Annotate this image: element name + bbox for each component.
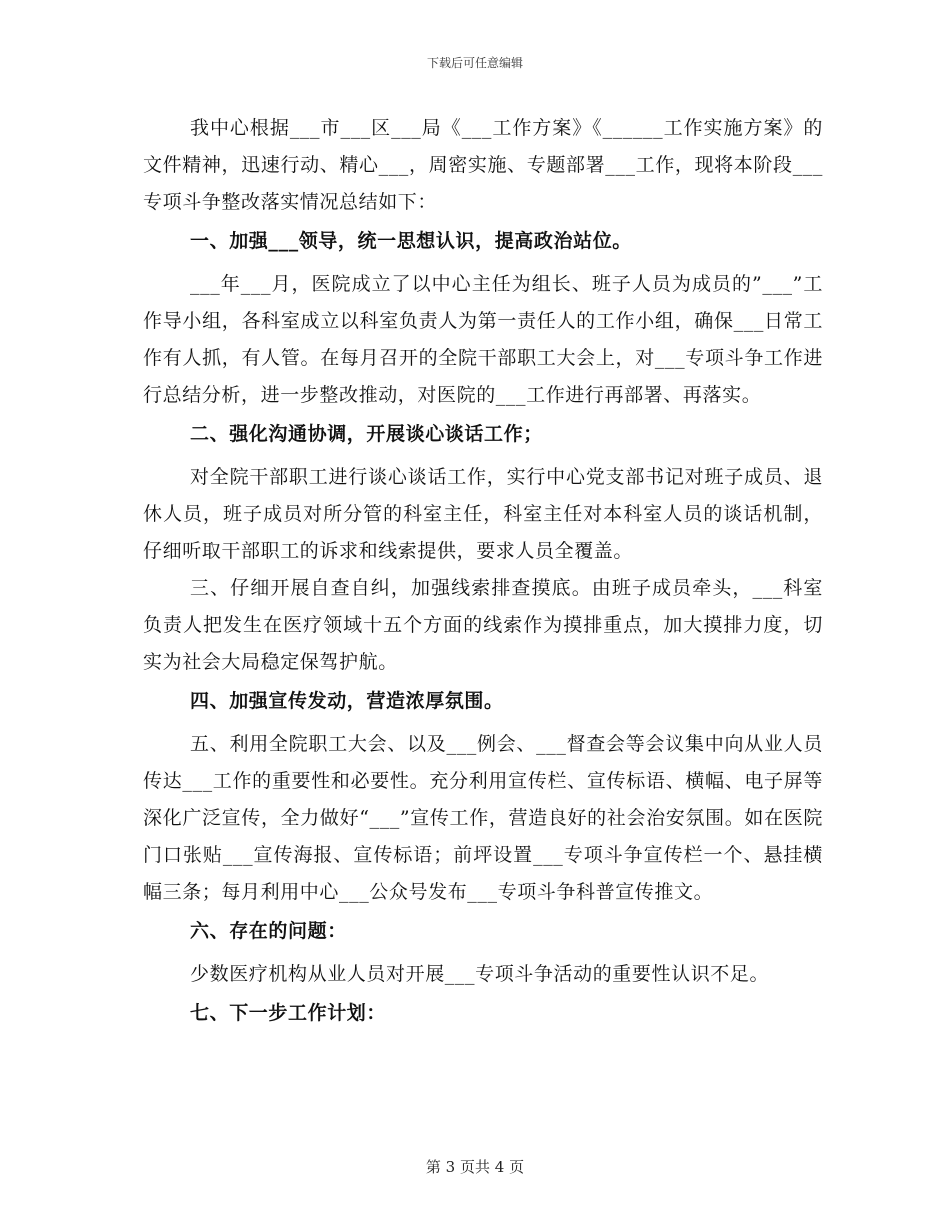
section-1-paragraph: ___年___月，医院成立了以中心主任为组长、班子人员为成员的”___”工作导小组，各科室成立以科室负责人为第一责任人的工作小组，确保___日常工作有人抓，有人管。在每月召开的全院干部职工大会上，对___专项斗争工作进行总结分析，进一步整改推动，对医院的___工作进行再部署、再落实。 <box>143 273 823 406</box>
section-3-paragraph: 三、仔细开展自查自纠，加强线索排查摸底。由班子成员牵头，___科室负责人把发生在医疗领域十五个方面的线索作为摸排重点，加大摸排力度，切实为社会大局稳定保驾护航。 <box>143 577 823 673</box>
page-header: 下载后可任意编辑 <box>426 56 523 70</box>
section-heading-2: 二、强化沟通协调，开展谈心谈话工作； <box>190 423 543 445</box>
document-body <box>143 110 823 1038</box>
section-heading-6: 六、存在的问题： <box>190 920 347 942</box>
section-6-paragraph: 少数医疗机构从业人员对开展___专项斗争活动的重要性认识不足。 <box>190 963 770 985</box>
section-2-paragraph: 对全院干部职工进行谈心谈话工作，实行中心党支部书记对班子成员、退休人员，班子成员对所分管的科室主任，科室主任对本科室人员的谈话机制，仔细听取干部职工的诉求和线索提供，要求人员全覆盖。 <box>143 466 823 562</box>
section-heading-4: 四、加强宣传发动，营造浓厚氛围。 <box>190 690 504 712</box>
page-footer: 第 3 页共 4 页 <box>425 1158 525 1176</box>
section-heading-1: 一、加强___领导，统一思想认识，提高政治站位。 <box>190 230 632 252</box>
intro-paragraph: 我中心根据___市___区___局《___工作方案》《______工作实施方案》的文件精神，迅速行动、精心___，周密实施、专题部署___工作，现将本阶段___专项斗争整改落实情况总结如下： <box>143 117 823 213</box>
section-heading-7: 七、下一步工作计划： <box>190 1002 387 1024</box>
section-5-paragraph: 五、利用全院职工大会、以及___例会、___督查会等会议集中向从业人员传达___工作的重要性和必要性。充分利用宣传栏、宣传标语、横幅、电子屏等深化广泛宣传，全力做好“___”宣传工作，营造良好的社会治安氛围。如在医院门口张贴___宣传海报、宣传标语；前坪设置___专项斗争宣传栏一个、悬挂横幅三条；每月利用中心___公众号发布___专项斗争科普宣传推文。 <box>143 733 823 903</box>
